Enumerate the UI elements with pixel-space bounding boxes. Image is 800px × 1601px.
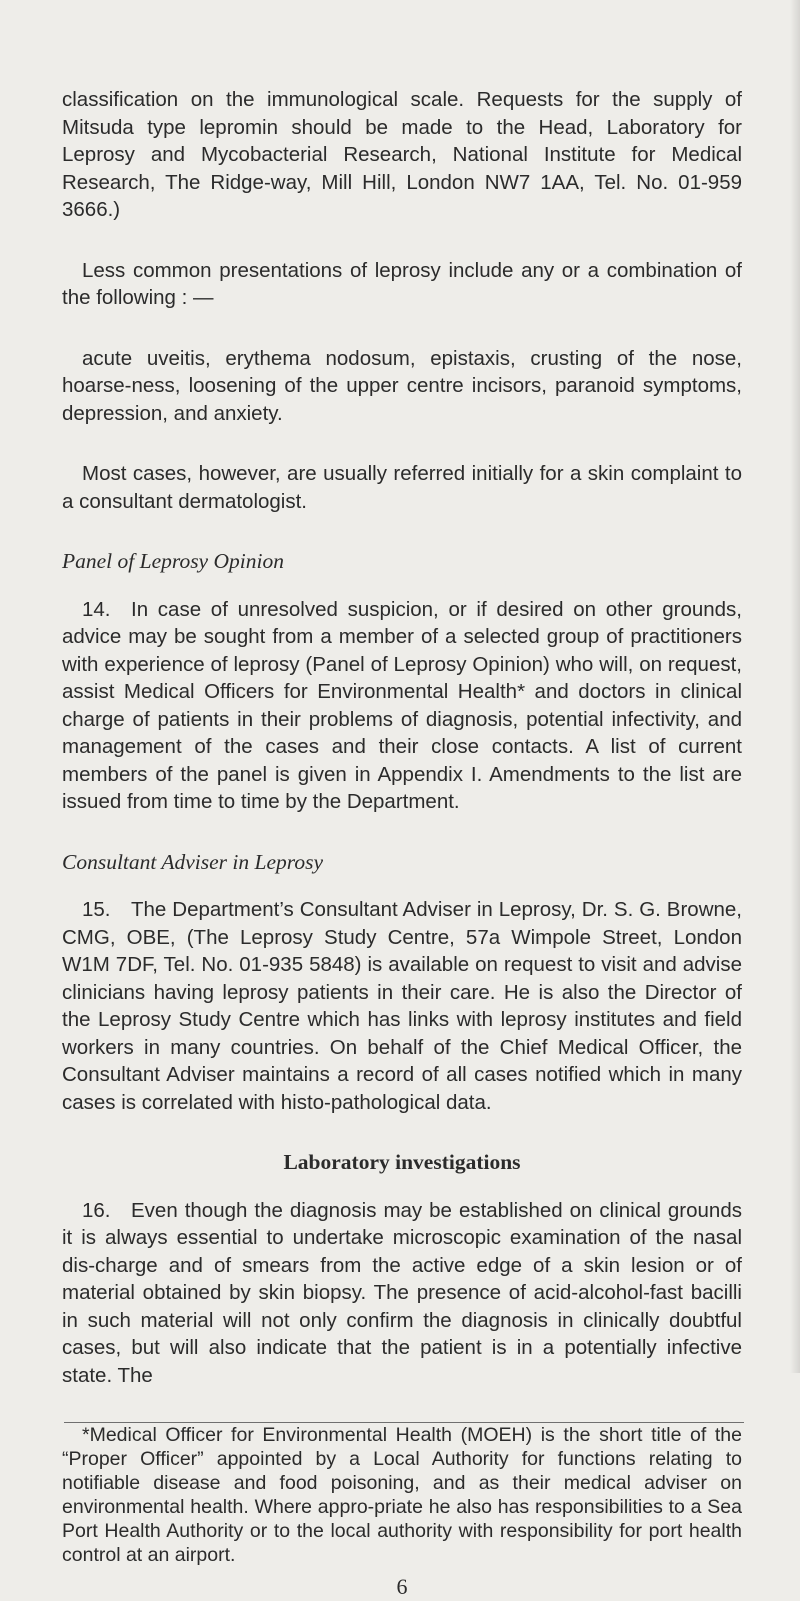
page-number: 6 xyxy=(396,1574,408,1599)
subheading-consultant-adviser: Consultant Adviser in Leprosy xyxy=(62,849,323,874)
subheading-panel-of-leprosy-opinion: Panel of Leprosy Opinion xyxy=(62,549,284,573)
paragraph-most-cases: Most cases, however, are usually referred initially for a skin complaint to a consultant dermatologist. xyxy=(62,462,742,513)
paragraph-15: 15. The Department’s Consultant Adviser in Leprosy, Dr. S. G. Browne, CMG, OBE, (The Leprosy Study Centre, 57a Wimpole Street, London W1M 7DF, Tel. No. 01-935 5848) is available on request to visit and advise clinicians having leprosy patients in their care. He is also the Director of the Leprosy Study Centre which has links with leprosy institutes and field workers in many countries. On behalf of the Chief Medical Officer, the Consultant Adviser maintains a record of all cases notified which in many cases is correlated with histo-pathological data. xyxy=(62,898,742,1114)
paragraph-14: 14. In case of unresolved suspicion, or if desired on other grounds, advice may be sought from a member of a selected group of practitioners with experience of leprosy (Panel of Leprosy Opinion) who will, on request, assist Medical Officers for Environmental Health* and doctors in clinical charge of patients in their problems of diagnosis, potential infectivity, and management of the cases and their close contacts. A list of current members of the panel is given in Appendix I. Amendments to the list are issued from time to time by the Department. xyxy=(62,597,742,813)
paragraph-intro: classification on the immunological scale. Requests for the supply of Mitsuda type lepromin should be made to the Head, Laboratory for Leprosy and Mycobacterial Research, National Institute for Medical Research, The Ridge-way, Mill Hill, London NW7 1AA, Tel. No. 01-959 3666.) xyxy=(62,88,742,221)
footnote: *Medical Officer for Environmental Health (MOEH) is the short title of the “Proper Officer” appointed by a Local Authority for functions relating to notifiable disease and food poisoning, and as their medical adviser on environmental health. Where appro-priate he also has responsibilities to a Sea Port Health Authority or to the local authority with responsibility for port health control at an airport. xyxy=(62,1424,742,1566)
page-edge-shadow xyxy=(790,0,800,1373)
heading-laboratory-investigations: Laboratory investigations xyxy=(283,1150,521,1174)
paragraph-less-common: Less common presentations of leprosy include any or a combination of the following : — xyxy=(62,258,742,309)
paragraph-16: 16. Even though the diagnosis may be established on clinical grounds it is always essential to undertake microscopic examination of the nasal dis-charge and of smears from the active edge of a skin lesion or of material obtained by skin biopsy. The presence of acid-alcohol-fast bacilli in such material will not only confirm the diagnosis in clinically doubtful cases, but will also indicate that the patient is in a potentially infective state. The xyxy=(62,1198,742,1387)
paragraph-symptom-list: acute uveitis, erythema nodosum, epistaxis, crusting of the nose, hoarse-ness, loosening of the upper centre incisors, paranoid symptoms, depression, and anxiety. xyxy=(62,346,742,425)
